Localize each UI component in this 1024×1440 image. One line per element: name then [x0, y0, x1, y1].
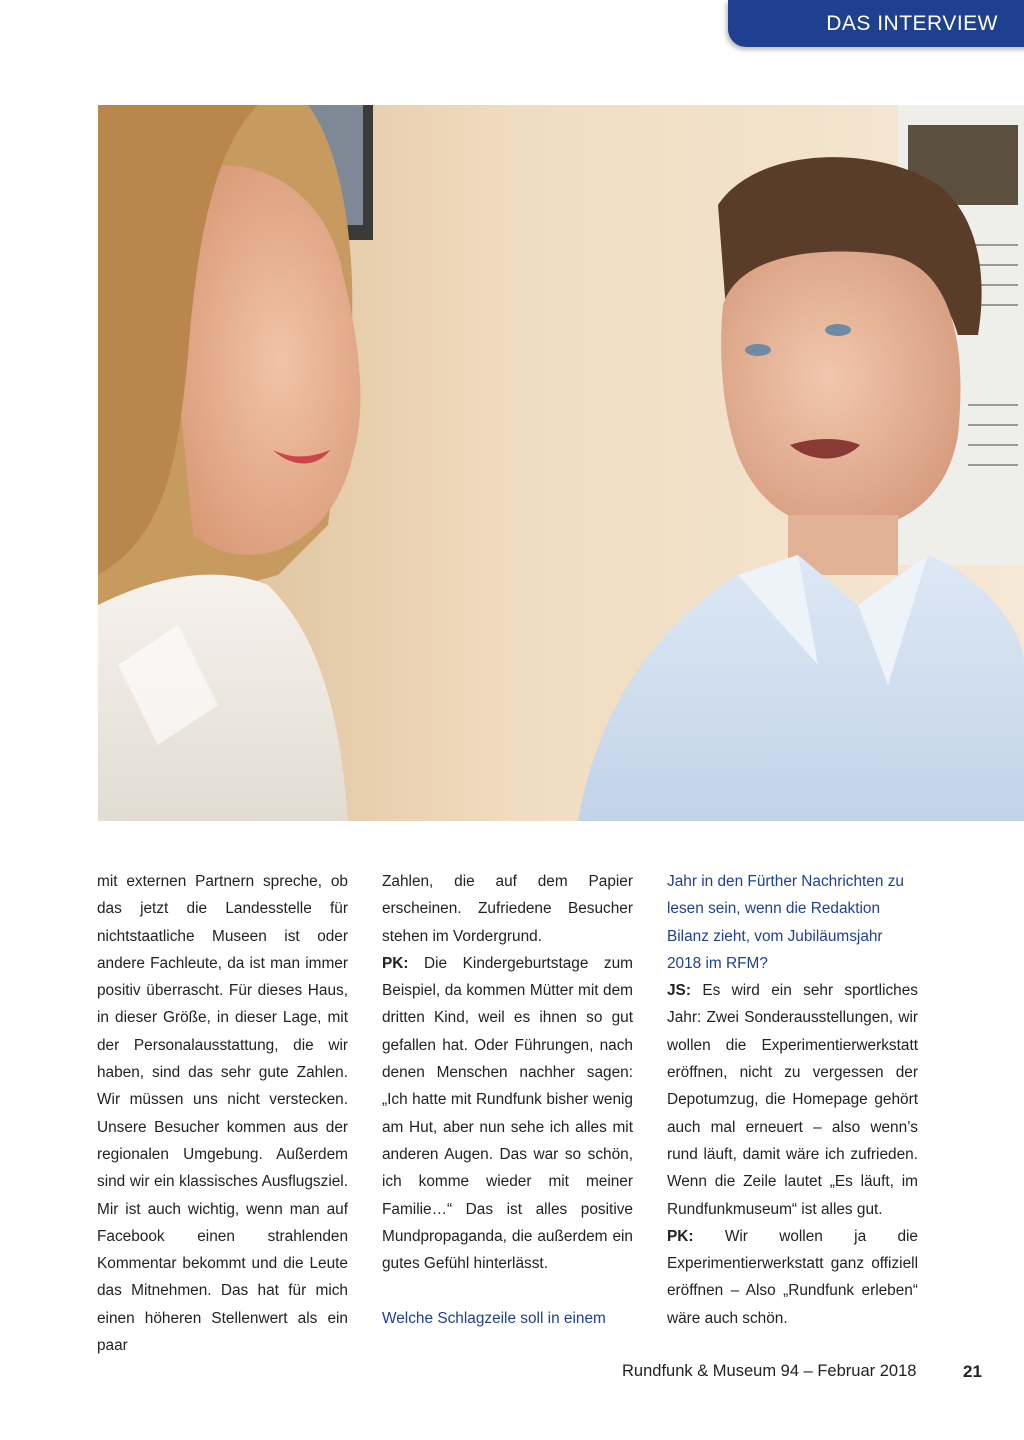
pk-answer-2-text: Wir wollen ja die Experimentierwerkstatt ganz offiziell eröffnen – Also „Rundfunk erleben“ wäre auch schön. — [667, 1227, 918, 1327]
column-2-intro: Zahlen, die auf dem Papier erscheinen. Zufriedene Besucher stehen im Vordergrund. — [382, 873, 633, 945]
paragraph-gap — [382, 1277, 633, 1304]
js-answer — [667, 977, 918, 1223]
speaker-js: JS: — [667, 982, 691, 1000]
speaker-pk: PK: — [382, 954, 409, 972]
article-column-2 — [382, 868, 633, 1332]
js-answer-text: Es wird ein sehr sportliches Jahr: Zwei Sonderausstellungen, wir wollen die Experimentierwerkstatt eröffnen, nicht zu vergessen der Depotumzug, die Homepage gehört auch mal erneuert – also wenn’s rund läuft, damit wäre ich zufrieden. Wenn die Zeile lautet „Es läuft, im Rundfunkmuseum“ ist alles gut. — [667, 982, 918, 1218]
article-column-3 — [667, 868, 918, 1332]
question-continued: Jahr in den Fürther Nachrichten zu lesen sein, wenn die Redaktion Bilanz zieht, vom Jubiläumsjahr 2018 im RFM? — [667, 873, 904, 972]
interview-photo — [98, 105, 1024, 821]
column-1-text: mit externen Partnern spreche, ob das jetzt die Landesstelle für nichtstaatliche Museen ist oder andere Fachleute, da ist man immer positiv überrascht. Für dieses Haus, in dieser Größe, in dieser Lage, mit der Personalausstattung, die wir haben, sind das sehr gute Zahlen. Wir müssen uns nicht verstecken. Unsere Besucher kommen aus der regionalen Umgebung. Außerdem sind wir ein klassisches Ausflugsziel. Mir ist auch wichtig, wenn man auf Facebook einen strahlenden Kommentar bekommt und die Leute das Mitnehmen. Das hat für mich einen höheren Stellenwert als ein paar — [97, 873, 348, 1355]
pk-answer-1-text: Die Kindergeburtstage zum Beispiel, da kommen Mütter mit dem dritten Kind, weil es ihnen so gut gefallen hat. Oder Führungen, nach denen Menschen nachher sagen: „Ich hatte mit Rundfunk bisher wenig am Hut, aber nun sehe ich alles mit anderen Augen. Das war so schön, ich komme wieder mit meiner Familie…“ Das ist alles positive Mundpropaganda, die außerdem ein gutes Gefühl hinterlässt. — [382, 954, 633, 1273]
pk-answer-2 — [667, 1223, 918, 1332]
section-tab — [728, 0, 1024, 47]
speaker-pk-2: PK: — [667, 1227, 694, 1245]
page-number: 21 — [963, 1362, 982, 1381]
article-columns — [0, 868, 1024, 1355]
question-start: Welche Schlagzeile soll in einem — [382, 1309, 606, 1327]
publication-footer: Rundfunk & Museum 94 – Februar 2018 — [622, 1362, 917, 1380]
pk-answer-1 — [382, 950, 633, 1278]
section-title: DAS INTERVIEW — [826, 11, 998, 35]
article-column-1 — [97, 868, 348, 1359]
